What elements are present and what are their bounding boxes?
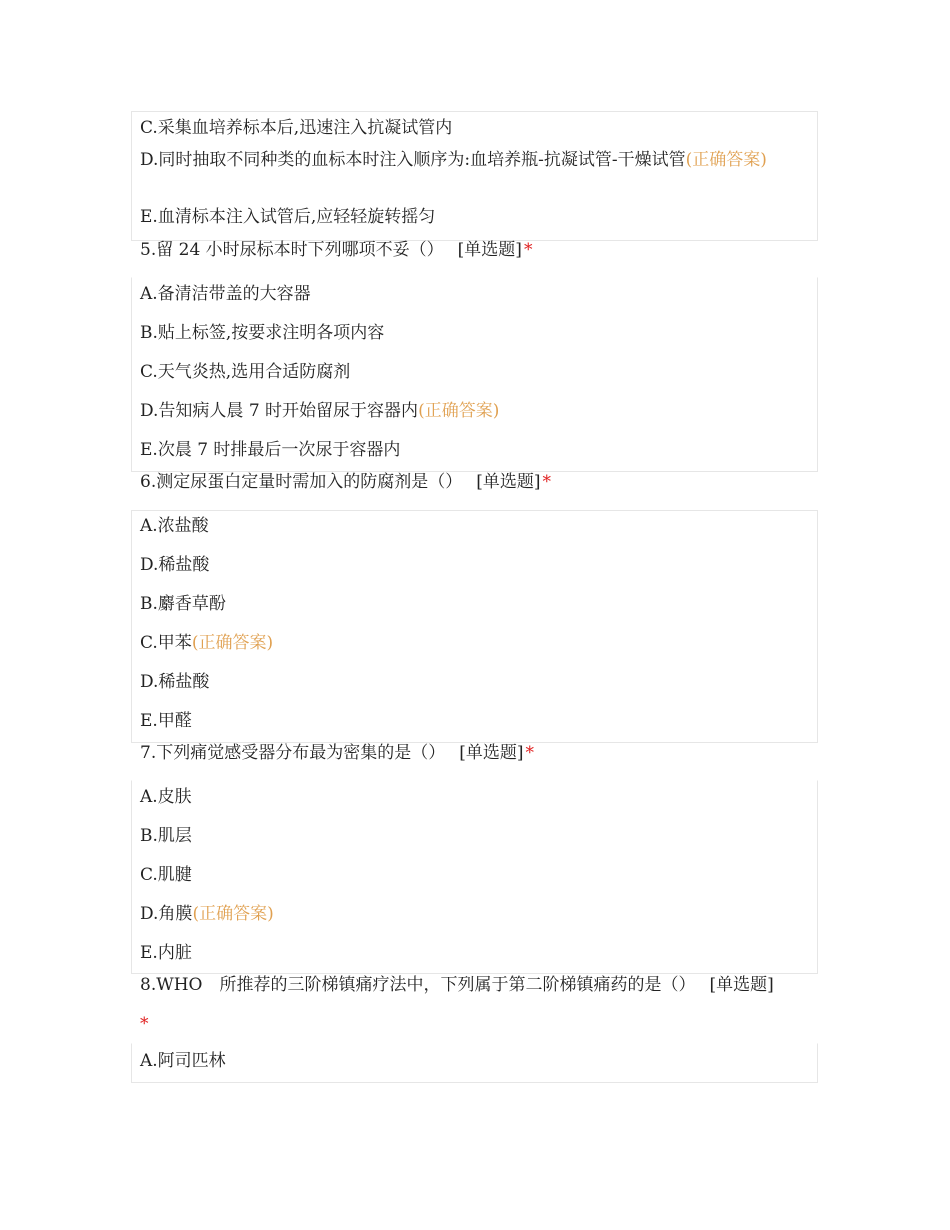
question-5-title: 5.留 24 小时尿标本时下列哪项不妥（） [单选题] * — [140, 240, 533, 260]
required-star-icon: * — [542, 472, 551, 492]
question-type-label: [单选题] — [459, 743, 524, 763]
option-c[interactable]: C.采集血培养标本后,迅速注入抗凝试管内 — [140, 118, 453, 138]
correct-answer-tag: (正确答案) — [685, 150, 767, 170]
q5-option-e[interactable]: E.次晨 7 时排最后一次尿于容器内 — [140, 440, 401, 460]
q5-option-b[interactable]: B.贴上标签,按要求注明各项内容 — [140, 323, 385, 343]
question-6-title: 6.测定尿蛋白定量时需加入的防腐剂是（） [单选题] * — [140, 472, 551, 492]
required-star-icon: * — [140, 1014, 149, 1034]
q7-option-c[interactable]: C.肌腱 — [140, 865, 192, 885]
question-type-label: [单选题] — [476, 472, 541, 492]
question-type-label: [单选题] — [709, 975, 774, 995]
q7-option-e[interactable]: E.内脏 — [140, 943, 192, 963]
q6-option-a[interactable]: A.浓盐酸 — [140, 516, 209, 536]
required-star-icon: * — [523, 240, 533, 260]
option-e[interactable]: E.血清标本注入试管后,应轻轻旋转摇匀 — [140, 207, 436, 227]
q5-option-c[interactable]: C.天气炎热,选用合适防腐剂 — [140, 362, 351, 382]
question-8-required — [140, 1011, 149, 1037]
required-star-icon: * — [525, 743, 534, 763]
q6-option-d-1[interactable]: D.稀盐酸 — [140, 555, 210, 575]
q6-option-c[interactable]: C.甲苯(正确答案) — [140, 633, 274, 653]
q8-option-a[interactable]: A.阿司匹林 — [140, 1051, 226, 1071]
q5-option-d[interactable]: D.告知病人晨 7 时开始留尿于容器内(正确答案) — [140, 401, 500, 421]
q6-option-e[interactable]: E.甲醛 — [140, 711, 192, 731]
q7-option-a[interactable]: A.皮肤 — [140, 787, 192, 807]
correct-answer-tag: (正确答案) — [191, 633, 274, 653]
question-type-label: [单选题] — [457, 240, 522, 260]
option-d[interactable]: D.同时抽取不同种类的血标本时注入顺序为:血培养瓶-抗凝试管-干燥试管(正确答案) — [140, 150, 767, 170]
q7-option-b[interactable]: B.肌层 — [140, 826, 192, 846]
question-8-title: 8.WHO 所推荐的三阶梯镇痛疗法中，下列属于第二阶梯镇痛药的是（） [单选题] — [140, 975, 774, 995]
correct-answer-tag: (正确答案) — [192, 904, 274, 924]
question-7-title: 7.下列痛觉感受器分布最为密集的是（） [单选题] * — [140, 743, 534, 763]
q6-option-d-2[interactable]: D.稀盐酸 — [140, 672, 210, 692]
q6-option-b[interactable]: B.麝香草酚 — [140, 594, 226, 614]
q7-option-d[interactable]: D.角膜(正确答案) — [140, 904, 274, 924]
q5-option-a[interactable]: A.备清洁带盖的大容器 — [140, 284, 311, 304]
correct-answer-tag: (正确答案) — [418, 401, 500, 421]
